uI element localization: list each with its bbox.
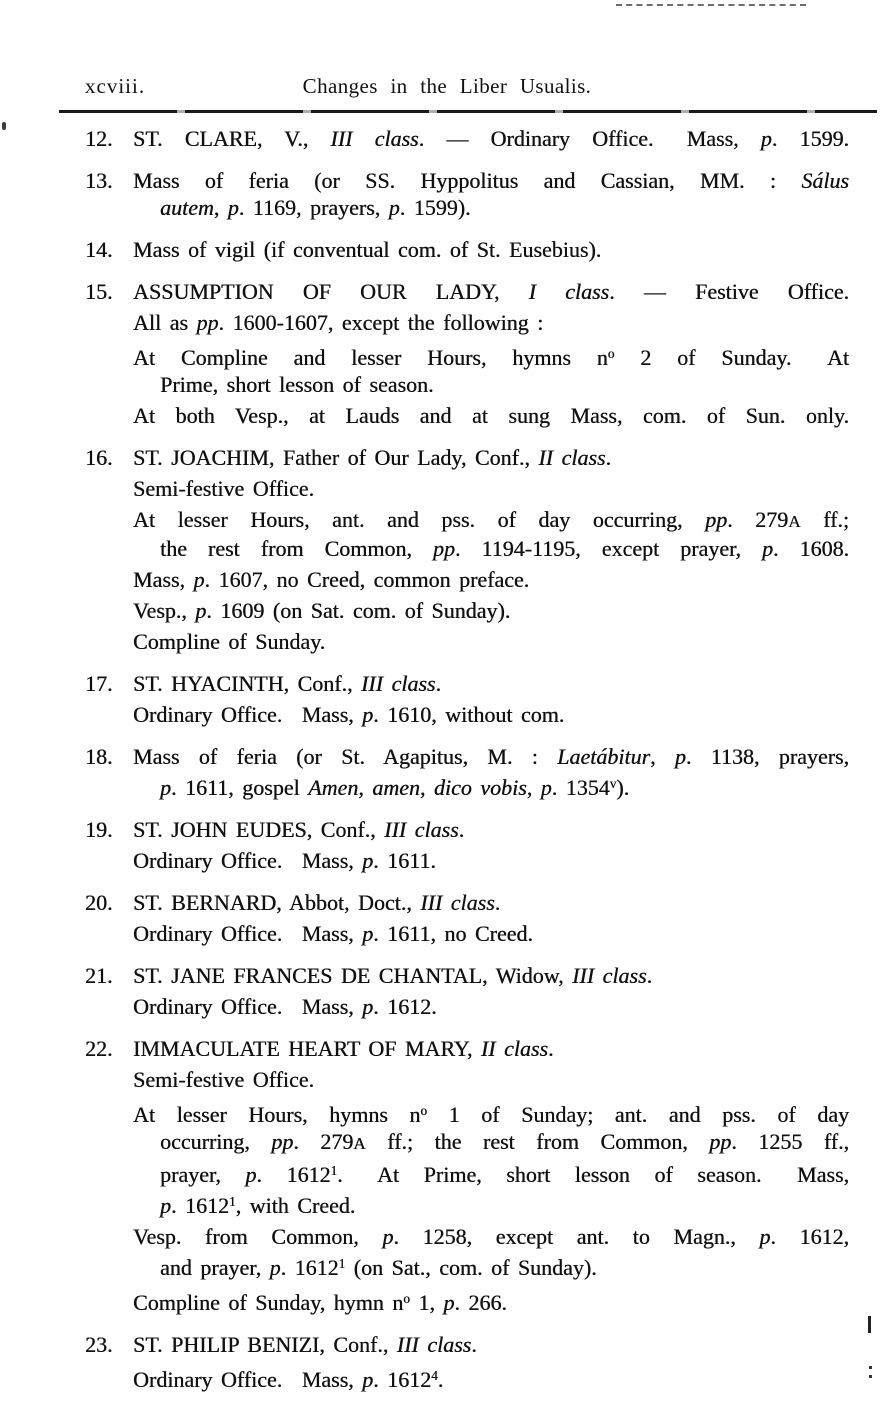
text-run: At lesser Hours, ant. and pss. of day occurring, (133, 507, 706, 532)
entry-paragraph (133, 1066, 849, 1093)
text-run: autem (160, 195, 214, 220)
text-run: . 1610, without com. (373, 702, 565, 727)
text-run: . 1612, (770, 1224, 849, 1249)
entry-line (133, 278, 849, 305)
entry-body (133, 816, 849, 874)
text-run: p (227, 195, 239, 220)
text-run: pp (705, 507, 728, 532)
entry-line (133, 628, 849, 655)
text-run: . 1607, no Creed, common preface. (204, 567, 530, 592)
text-run: pp (271, 1129, 294, 1154)
text-run: p (382, 1224, 394, 1249)
entry-paragraph (133, 962, 849, 989)
text-run: 1 of Sunday; ant. and pss. of day (427, 1102, 850, 1127)
text-run: p (362, 848, 374, 873)
entry-body (133, 444, 849, 655)
text-run: Laetábitur (557, 744, 651, 769)
entry-paragraph (133, 816, 849, 843)
text-run: ST. BERNARD, Abbot, Doct., (133, 890, 421, 915)
text-run: p (362, 921, 374, 946)
text-run: p (362, 1367, 374, 1392)
text-run: . — Ordinary Office. Mass, (418, 126, 761, 151)
entry-paragraph (133, 278, 849, 305)
page-body (85, 0, 849, 1408)
text-run: p (160, 1193, 171, 1218)
entry-line (133, 743, 849, 770)
entry-paragraph (133, 506, 849, 562)
text-run: 1, (409, 1290, 444, 1315)
text-run: All as (133, 310, 197, 335)
entry-19 (85, 816, 849, 874)
text-run: (on Sat., com. of Sunday). (345, 1255, 597, 1280)
entry-line (133, 670, 849, 697)
entry-number: 20. (85, 890, 113, 915)
entry-line (160, 194, 849, 221)
text-run: ST. JANE FRANCES DE CHANTAL, Widow, (133, 963, 573, 988)
entry-number: 15. (85, 279, 113, 304)
text-run: . (646, 963, 653, 988)
entry-line (133, 962, 849, 989)
text-run: Semi-festive Office. (133, 476, 314, 501)
text-run: . 1611, gospel (171, 775, 309, 800)
entry-paragraph (133, 1362, 849, 1393)
text-run: . At Prime, short lesson of season. Mass, (337, 1162, 850, 1187)
text-run: prayer, (160, 1162, 246, 1187)
text-run: . 1611. (373, 848, 436, 873)
entry-line (160, 1188, 849, 1219)
text-run: , (213, 195, 228, 220)
entry-paragraph (133, 993, 849, 1020)
entry-line (133, 993, 849, 1020)
text-run: . (605, 445, 612, 470)
entry-body (133, 125, 849, 152)
text-run: . 1612 (373, 1367, 432, 1392)
entry-paragraph (133, 701, 849, 728)
entry-paragraph (133, 743, 849, 801)
entry-paragraph (133, 236, 849, 263)
text-run: p (443, 1290, 455, 1315)
text-run: p (362, 994, 374, 1019)
text-run: . 279 (293, 1129, 354, 1154)
text-run: . (548, 1036, 554, 1061)
entry-paragraph (133, 1223, 849, 1281)
page-header (85, 74, 849, 100)
entry-number: 16. (85, 445, 113, 470)
text-run: A (788, 512, 801, 531)
entry-paragraph (133, 309, 849, 336)
entry-paragraph (133, 125, 849, 152)
entry-16 (85, 444, 849, 655)
entry-line (133, 1066, 849, 1093)
entry-paragraph (133, 670, 849, 697)
text-run: 1 (330, 1163, 338, 1178)
text-run: I class (528, 279, 610, 304)
text-run: III class (360, 671, 436, 696)
entry-line (133, 1331, 849, 1358)
text-run: . 1599). (399, 195, 471, 220)
text-run: . 1599. (771, 126, 850, 151)
text-run: . (458, 817, 465, 842)
entry-paragraph (133, 167, 849, 221)
text-run: Semi-festive Office. (133, 1067, 314, 1092)
running-title: Changes in the Liber Usualis. (302, 74, 592, 98)
text-run: 4 (431, 1368, 438, 1383)
entry-paragraph (133, 402, 849, 429)
text-run: . 1354 (551, 775, 610, 800)
text-run: Amen, amen, dico vobis (308, 775, 527, 800)
entry-line (133, 1097, 849, 1128)
text-run: . 1611, no Creed. (373, 921, 533, 946)
text-run: occurring, (160, 1129, 272, 1154)
text-run: . 1258, except ant. to Magn., (393, 1224, 760, 1249)
text-run: At Compline and lesser Hours, hymns n (133, 345, 608, 370)
text-run: Vesp., (133, 598, 196, 623)
text-run: III class (572, 963, 647, 988)
entry-line (133, 506, 849, 535)
text-run: 1 (338, 1256, 346, 1271)
text-run: IMMACULATE HEART OF MARY, (133, 1036, 481, 1061)
text-run: Mass of vigil (if conventual com. of St. Eusebius). (133, 237, 602, 262)
entry-12 (85, 125, 849, 152)
entry-line (133, 402, 849, 429)
entry-body (133, 670, 849, 728)
text-run: Mass of feria (or St. Agapitus, M. : (133, 744, 558, 769)
text-run: III class (384, 817, 459, 842)
text-run: p (540, 775, 552, 800)
text-run: 2 of Sunday. At (614, 345, 849, 370)
text-run: . (494, 890, 501, 915)
entry-paragraph (133, 847, 849, 874)
entry-line (133, 475, 849, 502)
entry-paragraph (133, 920, 849, 947)
text-run: . 1600-1607, except the following : (218, 310, 544, 335)
entry-line (133, 309, 849, 336)
text-run: At both Vesp., at Lauds and at sung Mass, com. of Sun. only. (133, 403, 849, 428)
text-run: . 1255 ff., (731, 1129, 850, 1154)
text-run: Prime, short lesson of season. (160, 372, 434, 397)
entry-paragraph (133, 1331, 849, 1358)
text-run: o (420, 1103, 427, 1118)
text-run: ST. JOHN EUDES, Conf., (133, 817, 385, 842)
entry-13 (85, 167, 849, 221)
entry-paragraph (133, 1097, 849, 1219)
text-run: p (269, 1255, 281, 1280)
header-rule (59, 110, 877, 113)
entry-number: 21. (85, 963, 113, 988)
text-run: ff.; (800, 507, 850, 532)
text-run: , (526, 775, 541, 800)
text-run: p (760, 126, 772, 151)
entry-number: 17. (85, 671, 113, 696)
text-run: p (160, 775, 171, 800)
entry-line (133, 340, 849, 371)
entry-18 (85, 743, 849, 801)
text-run: ST. PHILIP BENIZI, Conf., (133, 1332, 397, 1357)
text-run: pp (709, 1129, 732, 1154)
text-run: . 1609 (on Sat. com. of Sunday). (206, 598, 511, 623)
text-run: Compline of Sunday. (133, 629, 326, 654)
text-run: ASSUMPTION OF OUR LADY, (133, 279, 529, 304)
entry-number: 13. (85, 168, 113, 193)
text-run: ST. CLARE, V., (133, 126, 331, 151)
entry-23 (85, 1331, 849, 1393)
entry-body (133, 962, 849, 1020)
entry-line (160, 770, 849, 801)
entry-paragraph (133, 475, 849, 502)
text-run: Ordinary Office. Mass, (133, 994, 363, 1019)
entry-line (160, 1157, 849, 1188)
text-run: . (471, 1332, 477, 1357)
text-run: 1 (229, 1194, 236, 1209)
text-run: p (759, 1224, 771, 1249)
scan-artifact (869, 1366, 872, 1369)
entry-line (160, 535, 849, 562)
entry-line (133, 566, 849, 593)
entry-number: 23. (85, 1332, 113, 1357)
text-run: pp (432, 536, 455, 561)
entry-number: 18. (85, 744, 113, 769)
text-run: , (650, 744, 675, 769)
entry-22 (85, 1035, 849, 1316)
entry-14 (85, 236, 849, 263)
text-run: p (245, 1162, 257, 1187)
text-run: Ordinary Office. Mass, (133, 921, 363, 946)
entry-body (133, 278, 849, 429)
entry-paragraph (133, 1035, 849, 1062)
text-run: II class (480, 1036, 549, 1061)
text-run: . 1612 (256, 1162, 331, 1187)
entry-paragraph (133, 597, 849, 624)
text-run: . 1612 (280, 1255, 339, 1280)
entry-line (133, 701, 849, 728)
entry-line (133, 920, 849, 947)
text-run: Vesp. from Common, (133, 1224, 383, 1249)
text-run: Mass of feria (or SS. Hyppolitus and Cassian, MM. : (133, 168, 802, 193)
entry-line (160, 1128, 849, 1157)
entry-line (133, 167, 849, 194)
text-run: p (761, 536, 773, 561)
text-run: p (195, 598, 207, 623)
entry-paragraph (133, 566, 849, 593)
entry-paragraph (133, 1285, 849, 1316)
text-run: p (362, 702, 374, 727)
text-run: p (674, 744, 686, 769)
text-run: Ordinary Office. Mass, (133, 848, 363, 873)
entry-line (133, 597, 849, 624)
text-run: . 1612 (171, 1193, 229, 1218)
text-run: o (403, 1291, 410, 1306)
entry-line (160, 371, 849, 398)
entry-number: 14. (85, 237, 113, 262)
text-run: Compline of Sunday, hymn n (133, 1290, 404, 1315)
text-run: and prayer, (160, 1255, 270, 1280)
text-run: III class (330, 126, 419, 151)
entry-line (133, 816, 849, 843)
entry-line (133, 847, 849, 874)
entry-paragraph (133, 444, 849, 471)
text-run: ). (616, 775, 630, 800)
entry-line (133, 1285, 849, 1316)
text-run: . 1169, prayers, (238, 195, 389, 220)
text-run: . 1612. (373, 994, 437, 1019)
scan-artifact (2, 122, 6, 130)
text-run: . (437, 1367, 444, 1392)
text-run: ST. JOACHIM, Father of Our Lady, Conf., (133, 445, 539, 470)
text-run: . 279 (727, 507, 789, 532)
text-run: Ordinary Office. Mass, (133, 1367, 363, 1392)
text-run: Sálus (801, 168, 849, 193)
entry-17 (85, 670, 849, 728)
text-run: A (353, 1134, 366, 1153)
entry-body (133, 167, 849, 221)
entry-body (133, 1035, 849, 1316)
entry-body (133, 1331, 849, 1393)
text-run: p (388, 195, 400, 220)
entry-line (133, 1223, 849, 1250)
text-run: . 1138, prayers, (685, 744, 850, 769)
text-run: v (609, 776, 617, 791)
entry-21 (85, 962, 849, 1020)
entry-number: 12. (85, 126, 113, 151)
text-run: p (193, 567, 205, 592)
text-run: . 1194-1195, except prayer, (454, 536, 762, 561)
text-run: ST. HYACINTH, Conf., (133, 671, 361, 696)
entry-line (133, 889, 849, 916)
text-run: Mass, (133, 567, 194, 592)
text-run: . 1608. (772, 536, 849, 561)
text-run: II class (538, 445, 606, 470)
text-run: . — Festive Office. (609, 279, 850, 304)
text-run: III class (396, 1332, 472, 1357)
text-run: the rest from Common, (160, 536, 433, 561)
scan-artifact (868, 1316, 871, 1333)
entry-line (133, 236, 849, 263)
entry-20 (85, 889, 849, 947)
entry-paragraph (133, 628, 849, 655)
entry-paragraph (133, 889, 849, 916)
text-run: . (435, 671, 441, 696)
entry-line (133, 444, 849, 471)
entry-body (133, 743, 849, 801)
text-run: III class (420, 890, 495, 915)
text-run: , with Creed. (235, 1193, 356, 1218)
entry-number: 19. (85, 817, 113, 842)
entry-line (133, 1362, 849, 1393)
text-run: At lesser Hours, hymns n (133, 1102, 421, 1127)
entries-list (85, 125, 849, 1393)
entry-paragraph (133, 340, 849, 398)
entry-15 (85, 278, 849, 429)
text-run: Ordinary Office. Mass, (133, 702, 363, 727)
entry-number: 22. (85, 1036, 113, 1061)
entry-line (133, 1035, 849, 1062)
entry-body (133, 236, 849, 263)
entry-line (133, 125, 849, 152)
entry-body (133, 889, 849, 947)
entry-line (160, 1250, 849, 1281)
text-run: ff.; the rest from Common, (365, 1129, 710, 1154)
text-run: o (607, 346, 615, 361)
text-run: pp (196, 310, 219, 335)
text-run: . 266. (454, 1290, 507, 1315)
folio-number: xcviii. (85, 74, 146, 98)
